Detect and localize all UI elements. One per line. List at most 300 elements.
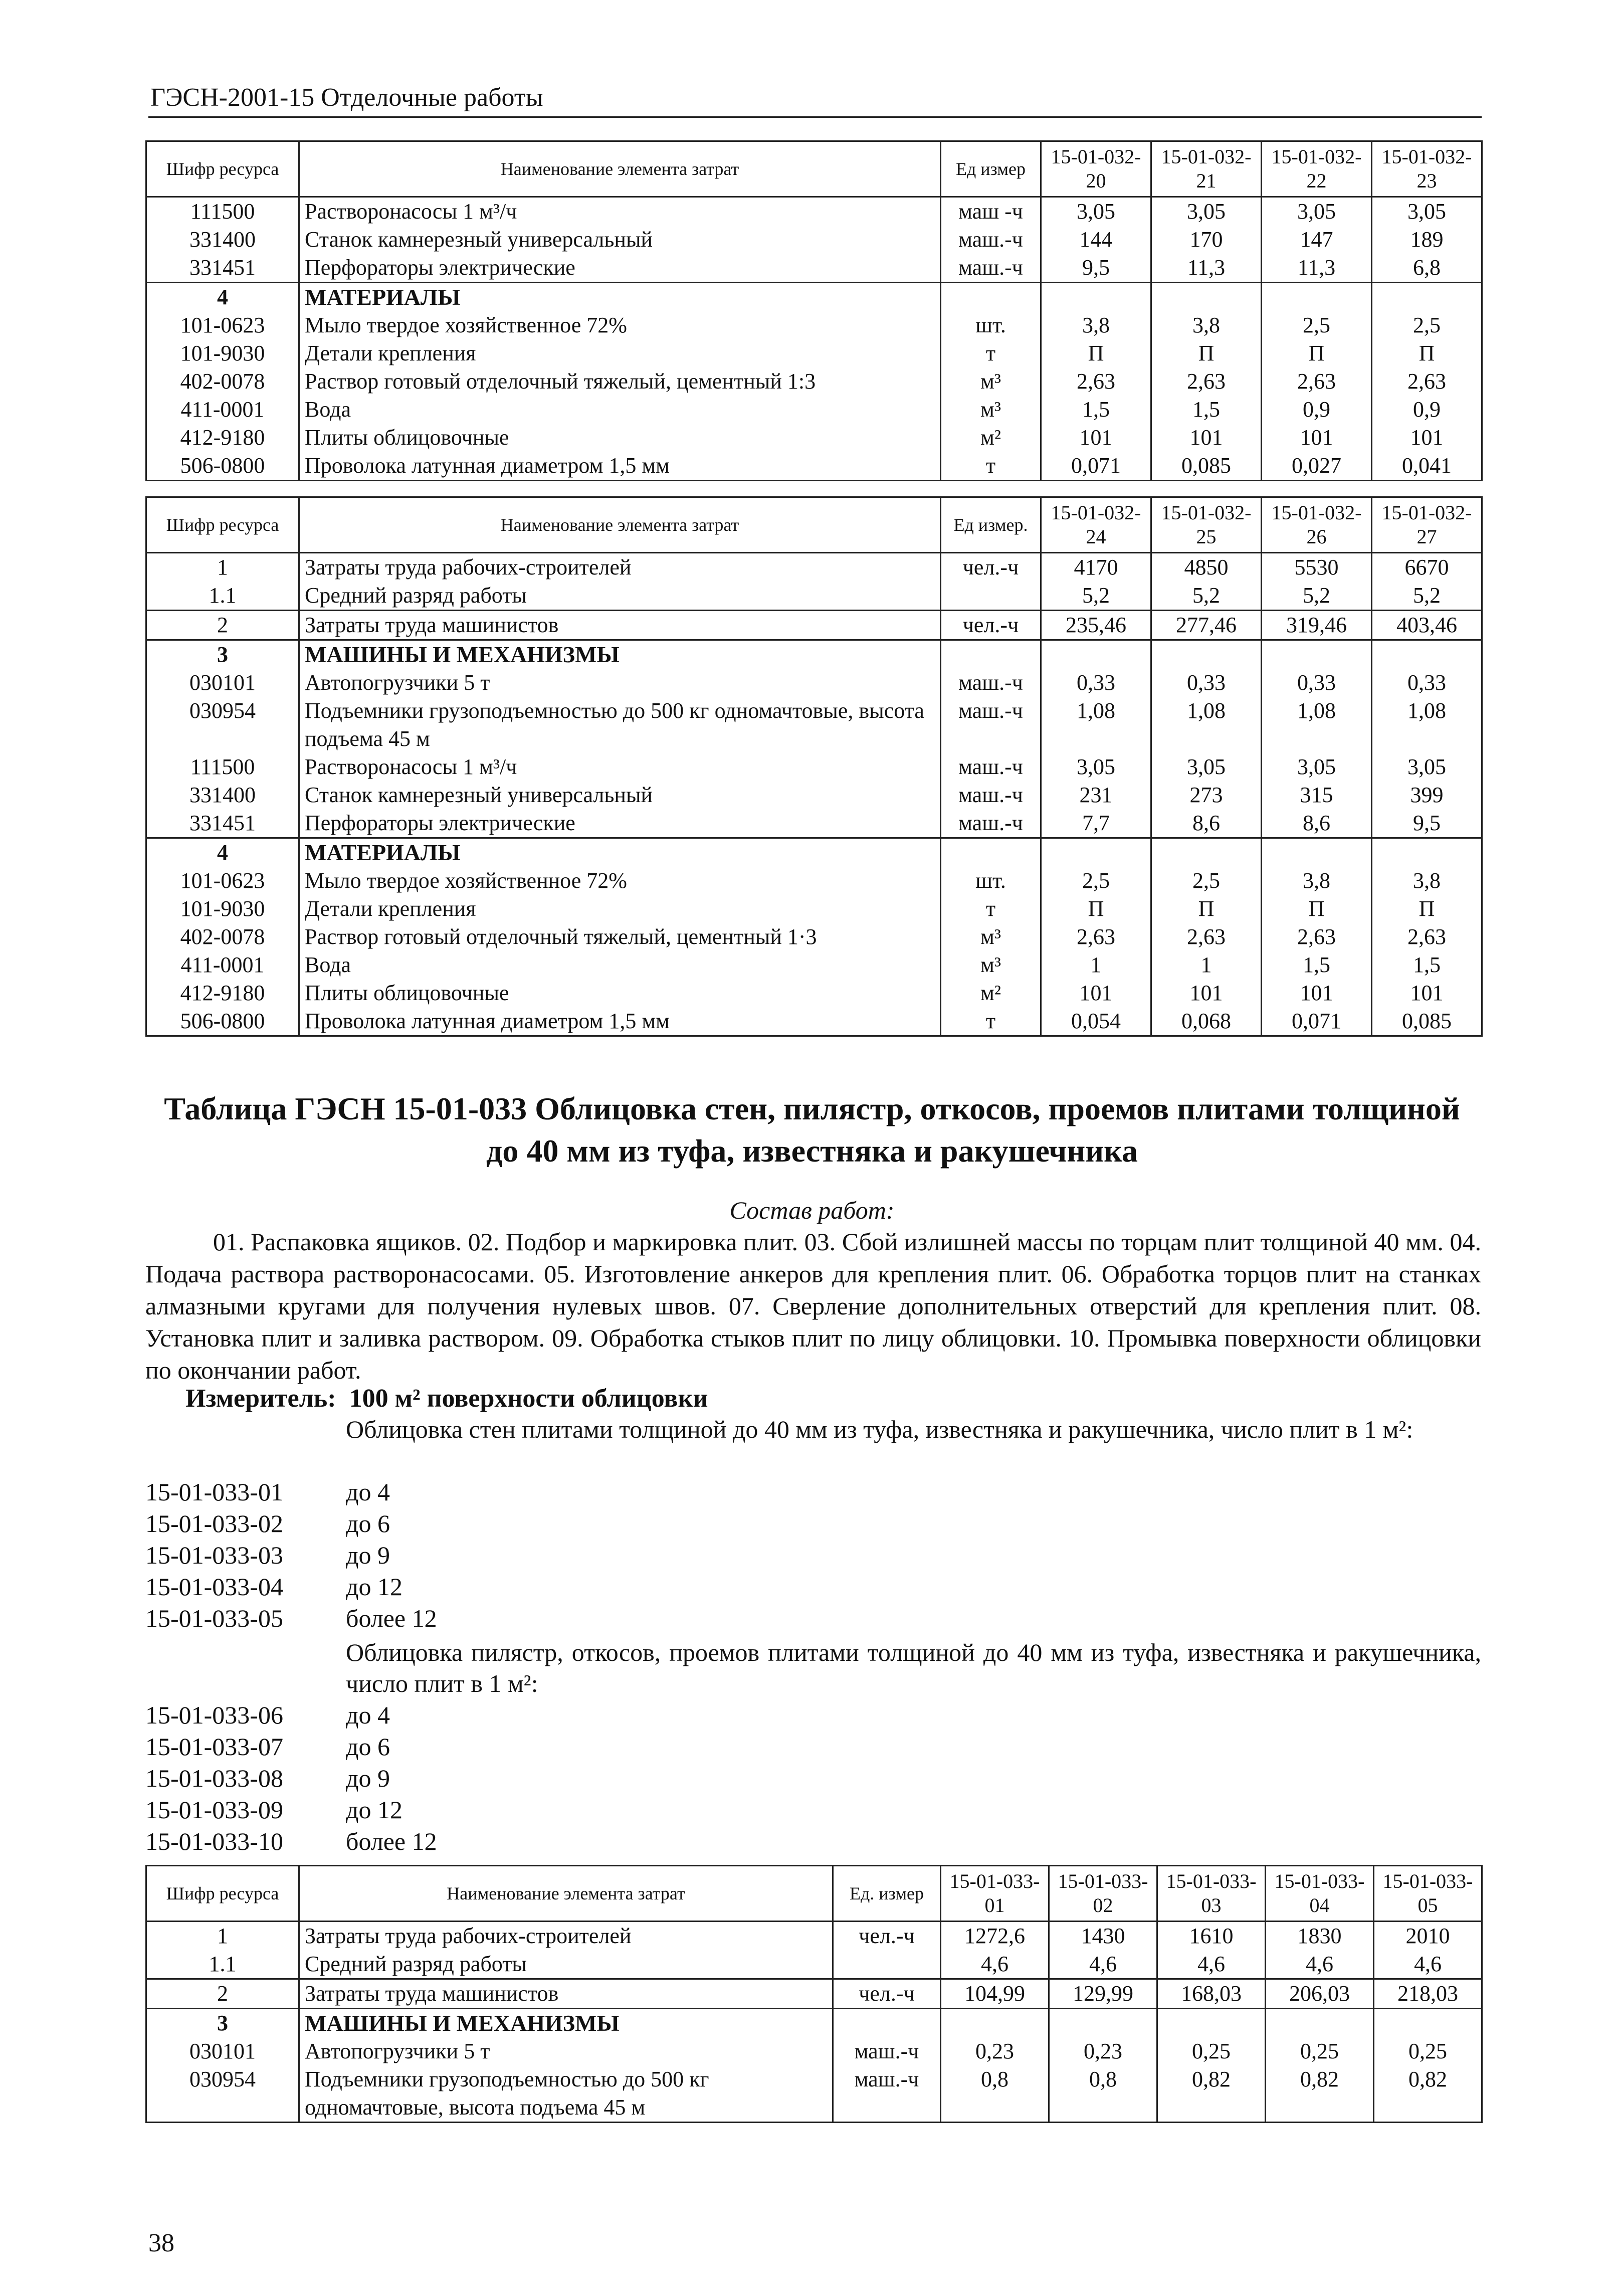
table-row [146,611,1482,640]
norm-value: 11,3 [1151,254,1262,283]
resource-code: 506-0800 [146,452,299,481]
norm-value: 170 [1151,226,1262,254]
table-row [146,1950,1482,1979]
resource-code: 412-9180 [146,979,299,1007]
cost-element-name: Проволока латунная диаметром 1,5 мм [299,1007,941,1036]
code-list-item [145,1603,437,1634]
norm-value: 6,8 [1372,254,1482,283]
norm-value: П [1262,895,1372,923]
cost-element-name: Перфораторы электрические [299,254,941,283]
norm-value: П [1262,339,1372,367]
unit-of-measure: м³ [941,396,1041,424]
norm-value: 4850 [1151,553,1262,582]
norm-code: 15-01-033-04 [145,1573,283,1601]
unit-of-measure: маш.-ч [941,697,1041,753]
norm-value: 4,6 [1266,1950,1374,1979]
cost-element-name: Вода [299,396,941,424]
section-title: Таблица ГЭСН 15-01-033 Облицовка стен, пилястр, откосов, проемов плитами толщиной до 40 мм из туфа, известняка и ракушечника [164,1091,1460,1169]
cost-element-name: Подъемники грузоподъемностью до 500 кг одномачтовые, высота подъема 45 м [299,2065,833,2123]
norm-value [1372,283,1482,312]
norm-value: 4,6 [1374,1950,1482,1979]
norm-value: 0,33 [1151,669,1262,697]
cost-element-name: Перфораторы электрические [299,809,941,838]
table-row [146,283,1482,312]
norm-condition: более 12 [346,1604,437,1632]
resource-code: 331400 [146,781,299,809]
cost-element-name: МАТЕРИАЛЫ [299,283,941,312]
norm-value: 0,25 [1374,2037,1482,2065]
col-header: 15-01-032-25 [1151,497,1262,553]
norm-value: 5,2 [1151,582,1262,611]
unit-of-measure: т [941,452,1041,481]
norm-value: 273 [1151,781,1262,809]
table-row [146,640,1482,669]
norm-value: 144 [1041,226,1151,254]
norm-value: 3,05 [1151,753,1262,781]
norm-condition: до 6 [346,1733,390,1761]
norm-value: 101 [1041,979,1151,1007]
norm-value: 8,6 [1262,809,1372,838]
cost-element-name: Детали крепления [299,339,941,367]
norm-value: 1,5 [1151,396,1262,424]
resource-code: 111500 [146,197,299,226]
norm-value: 2,63 [1151,923,1262,951]
col-header: Наименование элемента затрат [299,141,941,197]
cost-element-name: Вода [299,951,941,979]
norm-value [1262,640,1372,669]
norm-value: 3,8 [1041,311,1151,339]
col-header: 15-01-032-20 [1041,141,1151,197]
norm-condition: до 4 [346,1478,390,1506]
resource-code: 1.1 [146,1950,299,1979]
norm-value: 2010 [1374,1922,1482,1951]
norm-value: 399 [1372,781,1482,809]
page-number: 38 [148,2229,174,2257]
norm-value: 2,63 [1262,923,1372,951]
norm-value: 7,7 [1041,809,1151,838]
unit-of-measure: маш.-ч [833,2037,941,2065]
norm-value: 1,08 [1262,697,1372,753]
norm-value: 2,63 [1041,923,1151,951]
table-row [146,553,1482,582]
norm-code: 15-01-033-06 [145,1701,283,1729]
norm-value: 101 [1151,424,1262,452]
norm-value: 6670 [1372,553,1482,582]
resource-code: 1 [146,553,299,582]
resource-code: 411-0001 [146,951,299,979]
col-header: 15-01-032-22 [1262,141,1372,197]
unit-of-measure: маш.-ч [941,254,1041,283]
col-header: Шифр ресурса [146,141,299,197]
norm-value: 5530 [1262,553,1372,582]
unit-of-measure: маш.-ч [941,669,1041,697]
norm-value: 4,6 [1157,1950,1266,1979]
norm-value: 3,05 [1041,753,1151,781]
norm-value: 2,5 [1151,867,1262,895]
header-rule [148,116,1482,118]
norm-value: П [1151,895,1262,923]
norm-condition: до 4 [346,1701,390,1729]
norm-value: 1,5 [1372,951,1482,979]
norm-value: 0,071 [1262,1007,1372,1036]
norm-value: 11,3 [1262,254,1372,283]
norm-value: 315 [1262,781,1372,809]
unit-of-measure: м³ [941,923,1041,951]
resource-code: 030101 [146,2037,299,2065]
cost-element-name: Детали крепления [299,895,941,923]
resource-code: 402-0078 [146,923,299,951]
norm-value: 3,05 [1151,197,1262,226]
norm-value: 0,8 [1049,2065,1157,2123]
norm-value: 8,6 [1151,809,1262,838]
col-header: 15-01-032-23 [1372,141,1482,197]
norm-value: 2,63 [1372,923,1482,951]
composition-text: 01. Распаковка ящиков. 02. Подбор и маркировка плит. 03. Сбой излишней массы по торцам плит толщиной 40 мм. 04. Подача раствора растворонасосами. 05. Изготовление анкеров для крепления плит. 06. Обработка торцов плит на станках алмазными кругами для получения нулевых швов. 07. Сверление дополнительных отверстий для крепления плит. 08. Установка плит и заливка раствором. 09. Обработка стыков плит по лицу облицовки. 10. Промывка поверхности облицовки по окончании работ. [145,1228,1481,1384]
norm-code: 15-01-033-10 [145,1827,283,1855]
meter-value: 100 м² поверхности облицовки [349,1384,708,1413]
table-row [146,895,1482,923]
col-header: Ед. измер [833,1866,941,1922]
col-header: 15-01-032-24 [1041,497,1151,553]
resource-code: 411-0001 [146,396,299,424]
cost-element-name: Подъемники грузоподъемностью до 500 кг одномачтовые, высота подъема 45 м [299,697,941,753]
norm-value: 0,23 [941,2037,1049,2065]
col-header: Ед измер. [941,497,1041,553]
norm-value: 1830 [1266,1922,1374,1951]
resource-code: 1.1 [146,582,299,611]
unit-of-measure: т [941,339,1041,367]
norm-value [1372,838,1482,867]
unit-of-measure: м² [941,424,1041,452]
meter-line [185,1384,708,1413]
norm-value: П [1372,339,1482,367]
resource-code: 030954 [146,697,299,753]
group2-code-list [145,1699,437,1857]
code-list-item [145,1731,437,1763]
resource-code: 3 [146,640,299,669]
unit-of-measure [941,640,1041,669]
norm-value: 101 [1262,424,1372,452]
norm-value: 1610 [1157,1922,1266,1951]
table-row [146,396,1482,424]
norm-value: 3,05 [1372,197,1482,226]
table-row [146,2065,1482,2123]
code-list-item [145,1508,437,1540]
norm-value: 0,9 [1262,396,1372,424]
norm-value: 5,2 [1262,582,1372,611]
norm-condition: до 9 [346,1541,390,1569]
norm-value: 319,46 [1262,611,1372,640]
norm-value: 1,08 [1151,697,1262,753]
norm-value: 0,82 [1266,2065,1374,2123]
table-row [146,951,1482,979]
cost-element-name: Автопогрузчики 5 т [299,2037,833,2065]
cost-element-name: МАШИНЫ И МЕХАНИЗМЫ [299,2009,833,2038]
table-row [146,1979,1482,2009]
code-list-item [145,1540,437,1571]
table-row [146,1922,1482,1951]
unit-of-measure: чел.-ч [941,611,1041,640]
cost-element-name: Плиты облицовочные [299,424,941,452]
table-row [146,367,1482,396]
cost-element-name: Станок камнерезный универсальный [299,781,941,809]
norm-value: 3,05 [1262,753,1372,781]
cost-element-name: Растворонасосы 1 м³/ч [299,197,941,226]
cost-element-name: Затраты труда машинистов [299,611,941,640]
norm-value: 0,027 [1262,452,1372,481]
unit-of-measure [941,582,1041,611]
col-header: 15-01-033-01 [941,1866,1049,1922]
cost-element-name: Мыло твердое хозяйственное 72% [299,311,941,339]
cost-element-name: Средний разряд работы [299,1950,833,1979]
norm-condition: до 6 [346,1509,390,1538]
unit-of-measure [833,2009,941,2038]
table-row [146,781,1482,809]
unit-of-measure: маш -ч [941,197,1041,226]
norm-code: 15-01-033-02 [145,1509,283,1538]
norm-code: 15-01-033-05 [145,1604,283,1632]
col-header: Шифр ресурса [146,497,299,553]
norm-value: 3,05 [1041,197,1151,226]
norm-value [1372,640,1482,669]
norm-value: 0,82 [1157,2065,1266,2123]
norm-condition: до 12 [346,1573,402,1601]
code-list-item [145,1699,437,1731]
resource-code: 4 [146,283,299,312]
unit-of-measure: т [941,1007,1041,1036]
norm-value: 0,071 [1041,452,1151,481]
norm-value [1262,283,1372,312]
table-row [146,582,1482,611]
unit-of-measure [941,283,1041,312]
col-header: 15-01-032-21 [1151,141,1262,197]
cost-element-name: Плиты облицовочные [299,979,941,1007]
unit-of-measure: маш.-ч [941,781,1041,809]
code-list-item [145,1763,437,1794]
cost-element-name: МАТЕРИАЛЫ [299,838,941,867]
col-header: 15-01-033-02 [1049,1866,1157,1922]
cost-element-name: Проволока латунная диаметром 1,5 мм [299,452,941,481]
norm-value: 9,5 [1372,809,1482,838]
table-row [146,979,1482,1007]
norm-value: 0,9 [1372,396,1482,424]
table-header-row [146,1866,1482,1922]
norm-value: 206,03 [1266,1979,1374,2009]
table-row [146,254,1482,283]
norm-value: 3,05 [1262,197,1372,226]
norm-value [1151,838,1262,867]
norm-value: 168,03 [1157,1979,1266,2009]
cost-element-name: Мыло твердое хозяйственное 72% [299,867,941,895]
resource-code: 101-0623 [146,867,299,895]
norm-value: 0,041 [1372,452,1482,481]
group1-code-list [145,1476,437,1634]
group1-description: Облицовка стен плитами толщиной до 40 мм из туфа, известняка и ракушечника, число плит в 1 м²: [346,1415,1413,1443]
resource-code: 506-0800 [146,1007,299,1036]
resource-code: 111500 [146,753,299,781]
norm-value: 1 [1151,951,1262,979]
table-row [146,753,1482,781]
resource-table-033-01-05 [145,1865,1483,2123]
cost-element-name: Затраты труда рабочих-строителей [299,553,941,582]
col-header: 15-01-033-04 [1266,1866,1374,1922]
meter-label: Измеритель: [185,1384,336,1413]
norm-value: 2,5 [1262,311,1372,339]
resource-table-032-24-27 [145,496,1483,1037]
norm-value: 231 [1041,781,1151,809]
resource-code: 331400 [146,226,299,254]
code-list-item [145,1476,437,1508]
norm-condition: до 12 [346,1796,402,1824]
table-header-row [146,497,1482,553]
norm-value: 4,6 [941,1950,1049,1979]
table-row [146,452,1482,481]
norm-value: 189 [1372,226,1482,254]
norm-value [1041,283,1151,312]
norm-value: 0,085 [1372,1007,1482,1036]
norm-value [1262,838,1372,867]
norm-value: 147 [1262,226,1372,254]
unit-of-measure [833,1950,941,1979]
norm-value: 1,08 [1041,697,1151,753]
norm-value: П [1041,339,1151,367]
norm-value: 5,2 [1041,582,1151,611]
table-row [146,226,1482,254]
norm-value: 2,5 [1372,311,1482,339]
norm-value: 235,46 [1041,611,1151,640]
norm-value: 2,63 [1041,367,1151,396]
col-header: 15-01-032-27 [1372,497,1482,553]
composition-label: Состав работ: [729,1196,895,1224]
resource-code: 402-0078 [146,367,299,396]
cost-element-name: Автопогрузчики 5 т [299,669,941,697]
unit-of-measure: шт. [941,867,1041,895]
table-row [146,669,1482,697]
norm-value: 0,8 [941,2065,1049,2123]
unit-of-measure: шт. [941,311,1041,339]
unit-of-measure: маш.-ч [941,226,1041,254]
norm-value: П [1041,895,1151,923]
unit-of-measure: чел.-ч [833,1979,941,2009]
resource-code: 101-0623 [146,311,299,339]
norm-value: 1272,6 [941,1922,1049,1951]
norm-value: 3,8 [1262,867,1372,895]
norm-value: 2,63 [1372,367,1482,396]
unit-of-measure: маш.-ч [833,2065,941,2123]
norm-value: 3,8 [1372,867,1482,895]
unit-of-measure: м² [941,979,1041,1007]
norm-value: 101 [1372,424,1482,452]
resource-code: 030954 [146,2065,299,2123]
norm-value: 277,46 [1151,611,1262,640]
norm-code: 15-01-033-09 [145,1796,283,1824]
norm-value: 5,2 [1372,582,1482,611]
unit-of-measure: чел.-ч [833,1922,941,1951]
table-row [146,1007,1482,1036]
resource-code: 101-9030 [146,895,299,923]
norm-code: 15-01-033-03 [145,1541,283,1569]
norm-condition: более 12 [346,1827,437,1855]
norm-value: 0,23 [1049,2037,1157,2065]
resource-code: 412-9180 [146,424,299,452]
norm-value: П [1372,895,1482,923]
unit-of-measure: маш.-ч [941,753,1041,781]
norm-value: 129,99 [1049,1979,1157,2009]
resource-code: 2 [146,611,299,640]
code-list-item [145,1571,437,1603]
norm-value [1266,2009,1374,2038]
norm-value: 0,82 [1374,2065,1482,2123]
table-row [146,339,1482,367]
group2-description: Облицовка пилястр, откосов, проемов плитами толщиной до 40 мм из туфа, известняка и ракушечника, число плит в 1 м²: [346,1638,1481,1697]
col-header: Наименование элемента затрат [299,1866,833,1922]
table-row [146,923,1482,951]
norm-value: 2,5 [1041,867,1151,895]
cost-element-name: Растворонасосы 1 м³/ч [299,753,941,781]
col-header: Шифр ресурса [146,1866,299,1922]
resource-code: 3 [146,2009,299,2038]
table-row [146,2037,1482,2065]
norm-value [1374,2009,1482,2038]
table-row [146,809,1482,838]
cost-element-name: Раствор готовый отделочный тяжелый, цементный 1:3 [299,367,941,396]
unit-of-measure [941,838,1041,867]
norm-value: 2,63 [1262,367,1372,396]
norm-value [1151,283,1262,312]
unit-of-measure: т [941,895,1041,923]
norm-condition: до 9 [346,1764,390,1792]
norm-value: 0,33 [1041,669,1151,697]
norm-value [1049,2009,1157,2038]
norm-value: 101 [1041,424,1151,452]
norm-value [941,2009,1049,2038]
norm-value: 2,63 [1151,367,1262,396]
norm-value: 0,25 [1157,2037,1266,2065]
resource-code: 101-9030 [146,339,299,367]
table-row [146,311,1482,339]
col-header: Ед измер [941,141,1041,197]
norm-code: 15-01-033-07 [145,1733,283,1761]
unit-of-measure: маш.-ч [941,809,1041,838]
resource-code: 331451 [146,254,299,283]
norm-value: 1,5 [1041,396,1151,424]
unit-of-measure: м³ [941,367,1041,396]
norm-value: 0,068 [1151,1007,1262,1036]
norm-value: 3,8 [1151,311,1262,339]
norm-value: 0,33 [1262,669,1372,697]
norm-value: 101 [1262,979,1372,1007]
norm-value: 0,33 [1372,669,1482,697]
resource-code: 2 [146,1979,299,2009]
norm-value [1041,640,1151,669]
code-list-item [145,1794,437,1826]
table-row [146,197,1482,226]
cost-element-name: Затраты труда рабочих-строителей [299,1922,833,1951]
col-header: 15-01-033-05 [1374,1866,1482,1922]
norm-value: 9,5 [1041,254,1151,283]
norm-value: 104,99 [941,1979,1049,2009]
resource-code: 030101 [146,669,299,697]
norm-value: 218,03 [1374,1979,1482,2009]
norm-value: 3,05 [1372,753,1482,781]
col-header: 15-01-033-03 [1157,1866,1266,1922]
norm-value: 1,5 [1262,951,1372,979]
cost-element-name: Средний разряд работы [299,582,941,611]
cost-element-name: Затраты труда машинистов [299,1979,833,2009]
table-row [146,867,1482,895]
norm-code: 15-01-033-01 [145,1478,283,1506]
cost-element-name: Станок камнерезный универсальный [299,226,941,254]
